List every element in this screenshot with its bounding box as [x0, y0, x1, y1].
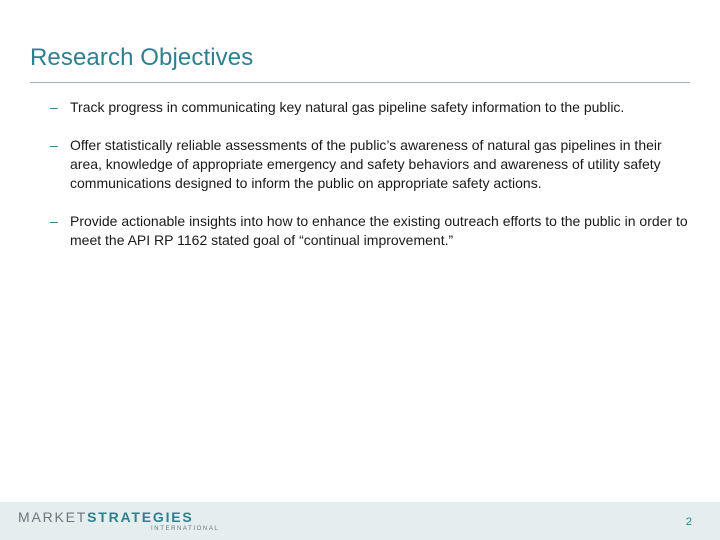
title-divider [30, 82, 690, 83]
dash-marker: – [50, 137, 58, 153]
bullet-list [50, 98, 690, 269]
slide-title: Research Objectives [30, 44, 254, 71]
bullet-item [50, 212, 690, 250]
bullet-text: Track progress in communicating key natural gas pipeline safety information to the public. [70, 99, 625, 115]
bullet-text: Provide actionable insights into how to enhance the existing outreach efforts to the public in order to meet the API RP 1162 stated goal of “continual improvement.” [70, 213, 688, 248]
bullet-item [50, 98, 690, 117]
logo-subtitle: INTERNATIONAL [151, 526, 220, 532]
logo-text-strategies: STRATEGIES [87, 509, 194, 525]
bullet-item [50, 136, 690, 193]
bullet-text: Offer statistically reliable assessments of the public’s awareness of natural gas pipelines in their area, knowledge of appropriate emergency and safety behaviors and awareness of utility safety communications designed to inform the public on appropriate safety actions. [70, 137, 662, 191]
logo-text-market: MARKET [18, 509, 88, 525]
dash-marker: – [50, 99, 58, 115]
page-number: 2 [685, 516, 692, 528]
dash-marker: – [50, 213, 58, 229]
company-logo [18, 509, 220, 532]
footer-bar [0, 502, 720, 540]
